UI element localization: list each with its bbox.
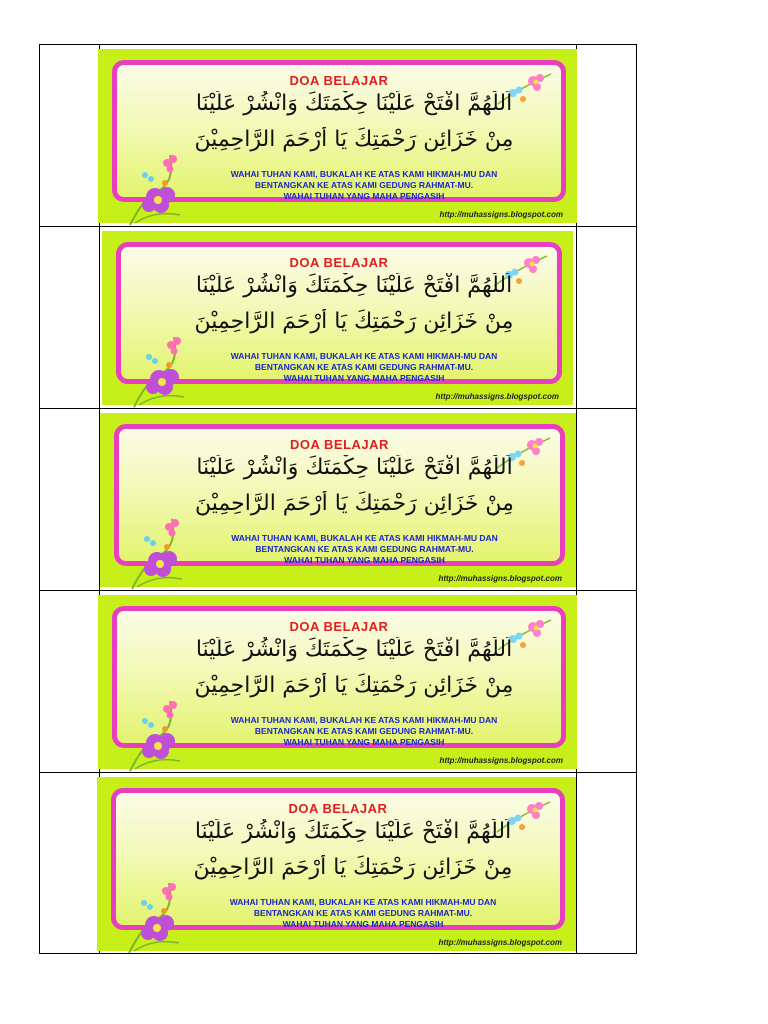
table-row [39,44,637,226]
card-frame [111,788,565,930]
card-frame [116,242,562,384]
card-title: DOA BELAJAR [288,801,388,816]
arabic-line-2: مِنْ خَزَائِنِ رَحْمَتِكَ يَا أَرْحَمَ الرَّاحِمِيْنَ [194,309,514,334]
doa-card [102,231,573,405]
meaning-text [187,715,541,748]
source-url: http://muhassigns.blogspot.com [438,938,562,947]
meaning-line-3: WAHAI TUHAN YANG MAHA PENGASIH [283,191,445,201]
meaning-line-3: WAHAI TUHAN YANG MAHA PENGASIH [283,737,445,747]
arabic-line-1: اَللّٰهُمَّ افْتَحْ عَلَيْنَا حِكْمَتَكَ وَانْشُرْ عَلَيْنَا [195,91,513,116]
arabic-line-2: مِنْ خَزَائِنِ رَحْمَتِكَ يَا أَرْحَمَ الرَّاحِمِيْنَ [193,855,513,880]
meaning-line-1: WAHAI TUHAN KAMI, BUKALAH KE ATAS KAMI HIKMAH-MU DAN [230,715,498,725]
label-table [39,44,637,954]
table-row [39,772,637,954]
meaning-line-2: BENTANGKAN KE ATAS KAMI GEDUNG RAHMAT-MU. [255,544,474,554]
arabic-line-2: مِنْ خَزَائِنِ رَحْمَتِكَ يَا أَرْحَمَ الرَّاحِمِيْنَ [195,491,514,516]
table-row [39,408,637,590]
card-title: DOA BELAJAR [290,437,389,452]
meaning-text [186,897,540,930]
table-row [39,590,637,772]
meaning-line-2: BENTANGKAN KE ATAS KAMI GEDUNG RAHMAT-MU. [254,180,474,190]
doa-card [100,413,576,587]
card-frame [112,60,566,202]
meaning-line-2: BENTANGKAN KE ATAS KAMI GEDUNG RAHMAT-MU. [254,362,474,372]
meaning-line-3: WAHAI TUHAN YANG MAHA PENGASIH [284,555,445,565]
arabic-line-2: مِنْ خَزَائِنِ رَحْمَتِكَ يَا أَرْحَمَ الرَّاحِمِيْنَ [194,127,514,152]
source-url: http://muhassigns.blogspot.com [439,210,563,219]
meaning-line-1: WAHAI TUHAN KAMI, BUKALAH KE ATAS KAMI HIKMAH-MU DAN [229,897,497,907]
source-url: http://muhassigns.blogspot.com [439,756,563,765]
meaning-line-3: WAHAI TUHAN YANG MAHA PENGASIH [283,373,445,383]
source-url: http://muhassigns.blogspot.com [435,392,559,401]
card-title: DOA BELAJAR [289,255,389,270]
meaning-line-1: WAHAI TUHAN KAMI, BUKALAH KE ATAS KAMI HIKMAH-MU DAN [231,533,498,543]
source-url: http://muhassigns.blogspot.com [438,574,562,583]
cell-divider-left [99,227,100,408]
cell-divider-right [576,773,577,953]
meaning-line-2: BENTANGKAN KE ATAS KAMI GEDUNG RAHMAT-MU. [253,908,473,918]
meaning-text [191,351,537,384]
card-title: DOA BELAJAR [289,619,389,634]
doa-card [98,595,577,769]
meaning-line-2: BENTANGKAN KE ATAS KAMI GEDUNG RAHMAT-MU. [254,726,474,736]
arabic-line-1: اَللّٰهُمَّ افْتَحْ عَلَيْنَا حِكْمَتَكَ وَانْشُرْ عَلَيْنَا [194,819,512,844]
meaning-text [187,169,541,202]
card-frame [112,606,566,748]
arabic-line-2: مِنْ خَزَائِنِ رَحْمَتِكَ يَا أَرْحَمَ الرَّاحِمِيْنَ [194,673,514,698]
table-row [39,226,637,408]
meaning-line-3: WAHAI TUHAN YANG MAHA PENGASIH [282,919,444,929]
meaning-text [189,533,540,566]
card-frame [114,424,565,566]
arabic-line-1: اَللّٰهُمَّ افْتَحْ عَلَيْنَا حِكْمَتَكَ وَانْشُرْ عَلَيْنَا [196,455,513,480]
card-title: DOA BELAJAR [289,73,389,88]
doa-card [98,49,577,223]
cell-divider-right [576,409,577,590]
doa-card [97,777,576,951]
meaning-line-1: WAHAI TUHAN KAMI, BUKALAH KE ATAS KAMI HIKMAH-MU DAN [230,351,498,361]
meaning-line-1: WAHAI TUHAN KAMI, BUKALAH KE ATAS KAMI HIKMAH-MU DAN [230,169,498,179]
arabic-line-1: اَللّٰهُمَّ افْتَحْ عَلَيْنَا حِكْمَتَكَ وَانْشُرْ عَلَيْنَا [195,637,513,662]
cell-divider-right [576,227,577,408]
arabic-line-1: اَللّٰهُمَّ افْتَحْ عَلَيْنَا حِكْمَتَكَ وَانْشُرْ عَلَيْنَا [195,273,513,298]
